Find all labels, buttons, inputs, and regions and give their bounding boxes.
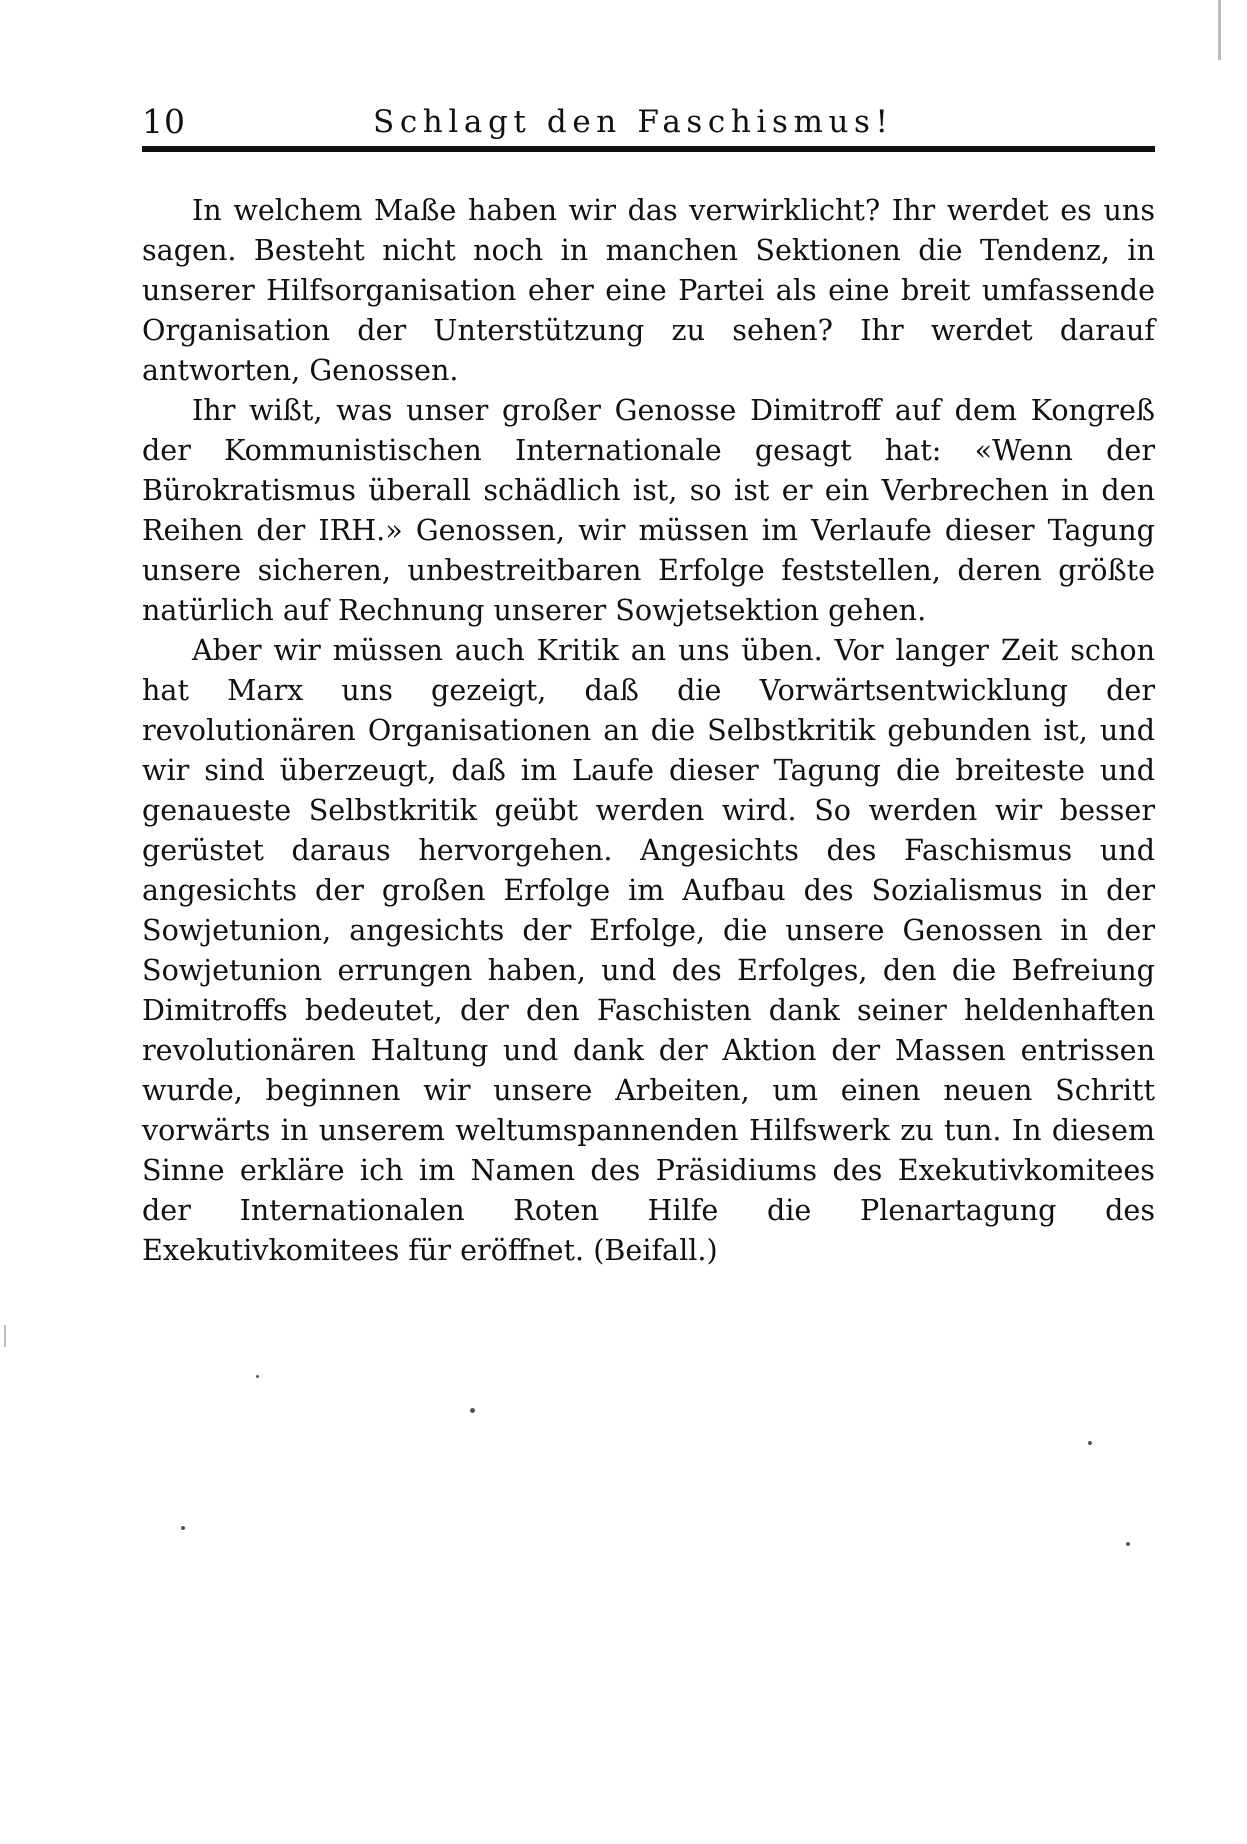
scan-edge-mark xyxy=(1218,0,1221,60)
paragraph-3: Aber wir müssen auch Kritik an uns üben. Vor langer Zeit schon hat Marx uns gezeigt, daß die Vorwärtsentwicklung der revolutionären Organisationen an die Selbstkritik gebunden ist, und wir sind überzeugt, daß im Laufe dieser Tagung die breiteste und genaueste Selbstkritik geübt werden wird. So werden wir besser gerüstet daraus hervorgehen. Angesichts des Faschismus und angesichts der großen Erfolge im Aufbau des Sozialismus in der Sowjetunion, angesichts der Erfolge, die unsere Genossen in der Sowjetunion errungen haben, und des Erfolges, den die Befreiung Dimitroffs bedeutet, der den Faschisten dank seiner heldenhaften revolutionären Haltung und dank der Aktion der Massen entrissen wurde, beginnen wir unsere Arbeiten, um einen neuen Schritt vorwärts in unserem weltumspannenden Hilfswerk zu tun. In diesem Sinne erkläre ich im Namen des Präsidiums des Exekutivkomitees der Internationalen Roten Hilfe die Plenartagung des Exekutivkomitees für eröffnet. (Beifall.) xyxy=(142,633,1155,1267)
running-head xyxy=(142,100,1155,144)
scan-speck xyxy=(1088,1441,1092,1445)
scan-speck xyxy=(1126,1542,1130,1546)
scan-speck xyxy=(470,1408,475,1413)
scan-speck xyxy=(181,1526,185,1530)
scan-edge-mark xyxy=(4,1325,6,1347)
header-rule xyxy=(142,146,1155,152)
scan-speck xyxy=(256,1375,259,1378)
paragraph-1: In welchem Maße haben wir das verwirklicht? Ihr werdet es uns sagen. Besteht nicht noch in manchen Sektionen die Tendenz, in unserer Hilfsorganisation eher eine Partei als eine breit umfassende Organisation der Unterstützung zu sehen? Ihr werdet darauf antworten, Genossen. xyxy=(142,193,1155,387)
body-text xyxy=(142,190,1155,1270)
running-title: Schlagt den Faschismus! xyxy=(373,104,894,140)
page-number: 10 xyxy=(142,102,186,141)
paragraph-2: Ihr wißt, was unser großer Genosse Dimitroff auf dem Kongreß der Kommunistischen Internationale gesagt hat: «Wenn der Bürokratismus überall schädlich ist, so ist er ein Verbrechen in den Reihen der IRH.» Genossen, wir müssen im Verlaufe dieser Tagung unsere sicheren, unbestreitbaren Erfolge feststellen, deren größte natürlich auf Rechnung unserer Sowjetsektion gehen. xyxy=(142,393,1155,627)
